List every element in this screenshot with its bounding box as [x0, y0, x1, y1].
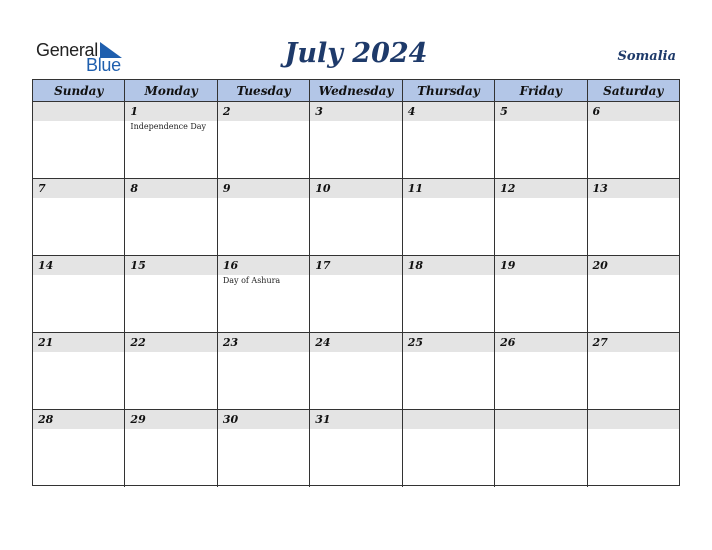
day-number-band: [218, 102, 309, 121]
calendar-day-cell: [125, 102, 217, 178]
day-number-band: [495, 102, 586, 121]
calendar-day-cell: [125, 333, 217, 409]
calendar-day-cell: [588, 410, 679, 487]
calendar-day-cell: [495, 179, 587, 255]
calendar-day-cell: [403, 179, 495, 255]
day-number-band: [218, 179, 309, 198]
day-number: 18: [407, 259, 423, 272]
calendar-day-cell: [403, 256, 495, 332]
calendar-day-cell: [403, 102, 495, 178]
calendar-week-row: [33, 179, 679, 256]
day-number: 13: [592, 182, 608, 195]
day-number-band: [125, 102, 216, 121]
day-number: 5: [500, 105, 508, 118]
day-number: 10: [315, 182, 331, 195]
day-number: 2: [222, 105, 231, 118]
day-number: 12: [500, 182, 516, 195]
calendar-day-cell: [588, 256, 679, 332]
day-number: 4: [407, 105, 416, 118]
day-number: 9: [222, 182, 231, 195]
calendar-day-cell: [588, 179, 679, 255]
weekday-header-row: [33, 80, 679, 102]
calendar-day-cell: [495, 256, 587, 332]
day-number: 11: [407, 182, 423, 195]
logo-blue-text: Blue: [86, 55, 121, 75]
day-number-band: [33, 179, 124, 198]
weekday-header: Monday: [125, 80, 217, 101]
day-number: 22: [130, 336, 146, 349]
day-number-band: [495, 410, 586, 429]
calendar-day-cell: [495, 102, 587, 178]
weekday-header: Saturday: [603, 84, 664, 98]
day-number: 6: [592, 105, 601, 118]
day-number: 15: [130, 259, 146, 272]
day-number-band: [588, 410, 679, 429]
calendar-week-row: [33, 333, 679, 410]
day-number-band: [403, 410, 494, 429]
day-number: 23: [222, 336, 239, 349]
calendar-day-cell: [125, 179, 217, 255]
day-number: 19: [500, 259, 516, 272]
day-number: 1: [130, 105, 139, 118]
calendar-day-cell: [403, 410, 495, 487]
calendar-day-cell: [403, 333, 495, 409]
calendar-day-cell: [33, 333, 125, 409]
day-number: 28: [38, 413, 54, 426]
calendar-grid: [32, 79, 680, 486]
holiday-label: Day of Ashura: [222, 276, 281, 285]
calendar-day-cell: [218, 102, 310, 178]
weekday-header: Friday: [495, 80, 587, 101]
calendar-week-row: [33, 256, 679, 333]
day-number: 16: [222, 259, 239, 272]
calendar-day-cell: [310, 410, 402, 487]
calendar-day-cell: [33, 410, 125, 487]
calendar-day-cell: [33, 256, 125, 332]
calendar-day-cell: [125, 256, 217, 332]
calendar-day-cell: [33, 102, 125, 178]
day-number: 30: [222, 413, 239, 426]
weekday-header: Tuesday: [218, 80, 310, 101]
weekday-header: Wednesday: [310, 80, 402, 101]
weekday-header: Thursday: [403, 80, 495, 101]
calendar-day-cell: [495, 333, 587, 409]
holiday-label: Independence Day: [130, 122, 207, 131]
day-number: 26: [500, 336, 516, 349]
calendar-day-cell: [495, 410, 587, 487]
day-number-band: [588, 102, 679, 121]
country-label: Somalia: [617, 49, 676, 64]
weekday-header: Sunday: [33, 80, 125, 101]
day-number: 7: [38, 182, 46, 195]
calendar-day-cell: [218, 333, 310, 409]
calendar-day-cell: [588, 333, 679, 409]
day-number: 14: [38, 259, 54, 272]
day-number: 3: [315, 105, 323, 118]
day-number: 8: [130, 182, 139, 195]
day-number: 20: [592, 259, 608, 272]
day-number-band: [33, 102, 124, 121]
calendar-day-cell: [310, 179, 402, 255]
calendar-day-cell: [310, 256, 402, 332]
day-number: 24: [315, 336, 331, 349]
calendar-week-row: [33, 102, 679, 179]
day-number: 25: [407, 336, 423, 349]
day-number: 21: [38, 336, 54, 349]
day-number: 17: [315, 259, 331, 272]
calendar-day-cell: [33, 179, 125, 255]
calendar-week-row: [33, 410, 679, 487]
day-number: 29: [130, 413, 146, 426]
day-number: 31: [315, 413, 331, 426]
day-number-band: [403, 102, 494, 121]
calendar-day-cell: [218, 410, 310, 487]
day-number: 27: [592, 336, 608, 349]
calendar-day-cell: [588, 102, 679, 178]
day-number-band: [310, 102, 401, 121]
day-number-band: [125, 179, 216, 198]
logo-general-text: General: [36, 40, 98, 60]
calendar-day-cell: [218, 179, 310, 255]
calendar-day-cell: [218, 256, 310, 332]
calendar-day-cell: [310, 333, 402, 409]
calendar-day-cell: [125, 410, 217, 487]
calendar-title: July 2024: [284, 38, 428, 69]
calendar-day-cell: [310, 102, 402, 178]
